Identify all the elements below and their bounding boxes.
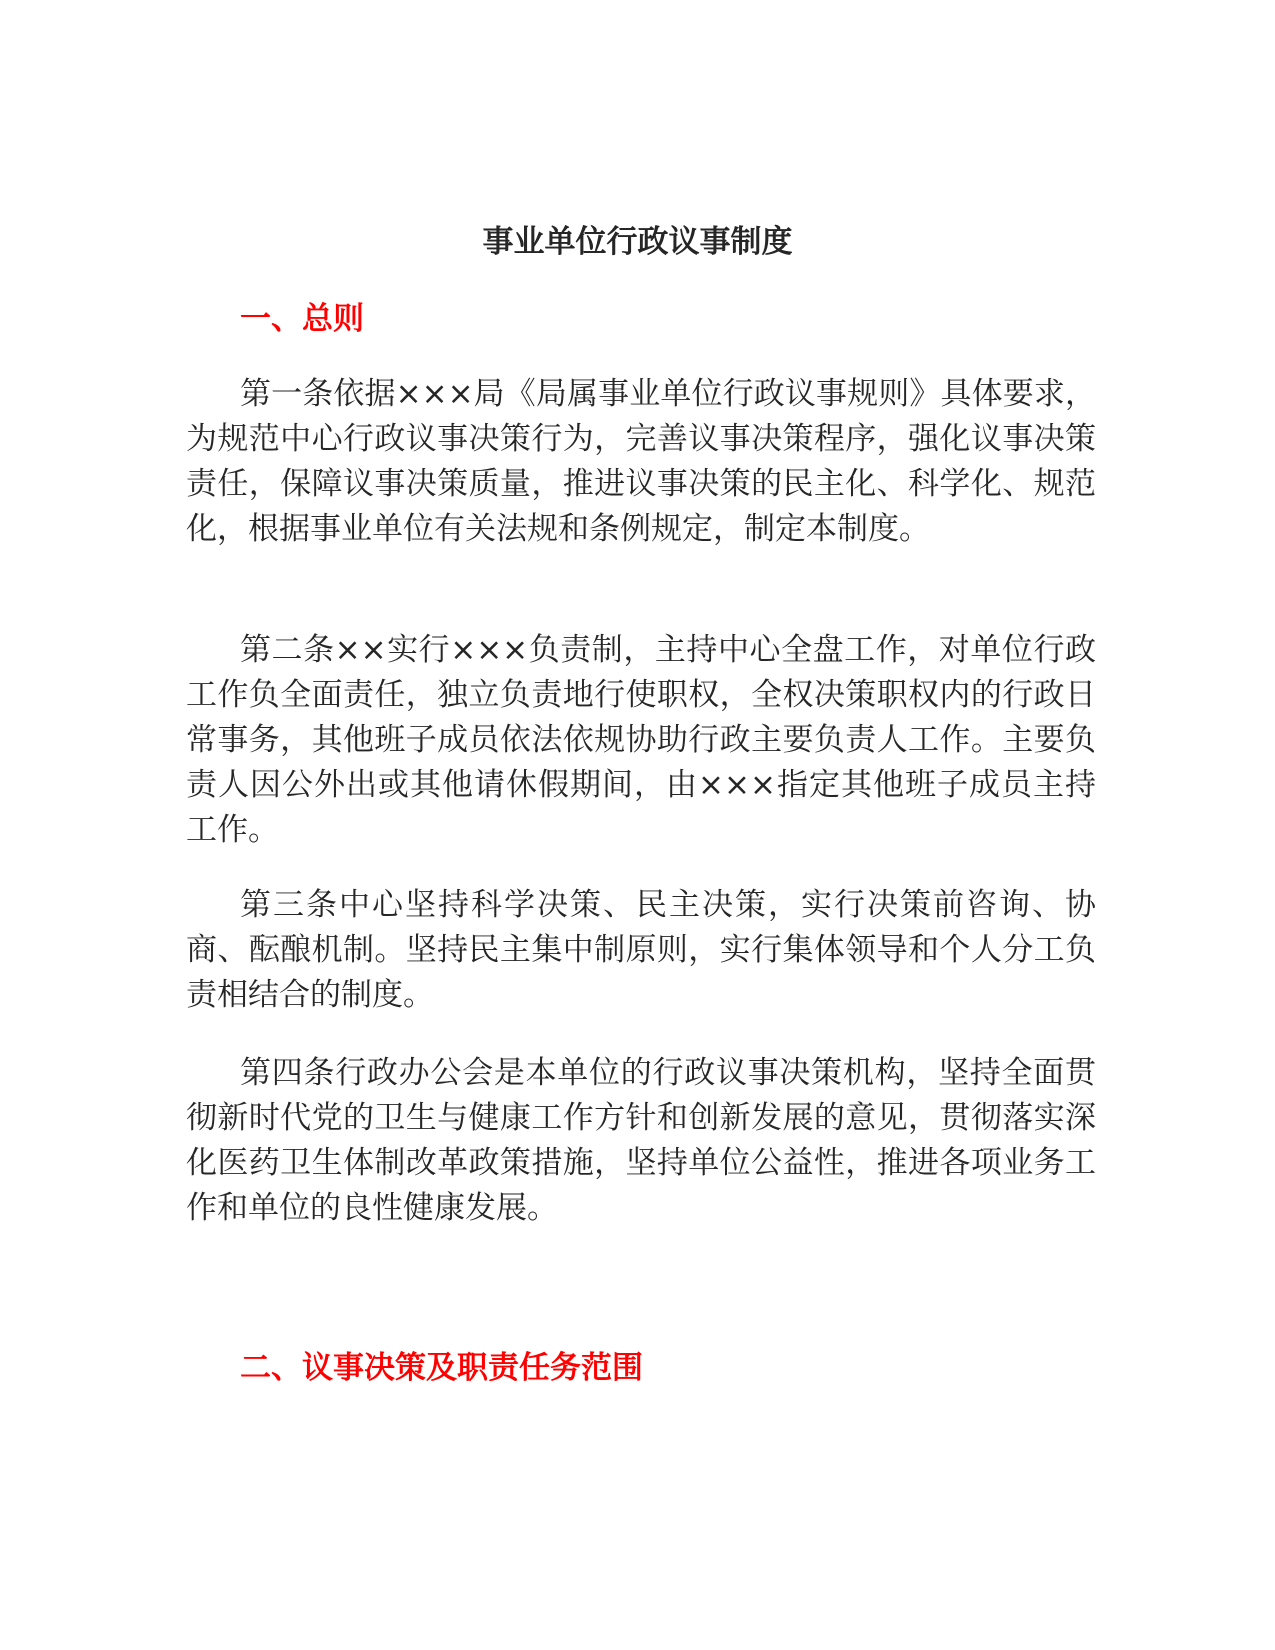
article-4-paragraph: 第四条行政办公会是本单位的行政议事决策机构，坚持全面贯彻新时代党的卫生与健康工作方针和创新发展的意见，贯彻落实深化医药卫生体制改革政策措施，坚持单位公益性，推进各项业务工作和单位的良性健康发展。 xyxy=(186,1055,1096,1226)
article-2-paragraph: 第二条××实行×××负责制，主持中心全盘工作，对单位行政工作负全面责任，独立负责地行使职权，全权决策职权内的行政日常事务，其他班子成员依法依规协助行政主要负责人工作。主要负责人因公外出或其他请休假期间，由×××指定其他班子成员主持工作。 xyxy=(186,632,1096,848)
document-title: 事业单位行政议事制度 xyxy=(482,224,793,260)
section-heading-general: 一、总则 xyxy=(240,301,364,337)
article-1-paragraph: 第一条依据×××局《局属事业单位行政议事规则》具体要求，为规范中心行政议事决策行为，完善议事决策程序，强化议事决策责任，保障议事决策质量，推进议事决策的民主化、科学化、规范化，根据事业单位有关法规和条例规定，制定本制度。 xyxy=(186,376,1096,547)
section-heading-decision-scope: 二、议事决策及职责任务范围 xyxy=(240,1350,643,1386)
article-3-paragraph: 第三条中心坚持科学决策、民主决策，实行决策前咨询、协商、酝酿机制。坚持民主集中制原则，实行集体领导和个人分工负责相结合的制度。 xyxy=(186,887,1096,1013)
